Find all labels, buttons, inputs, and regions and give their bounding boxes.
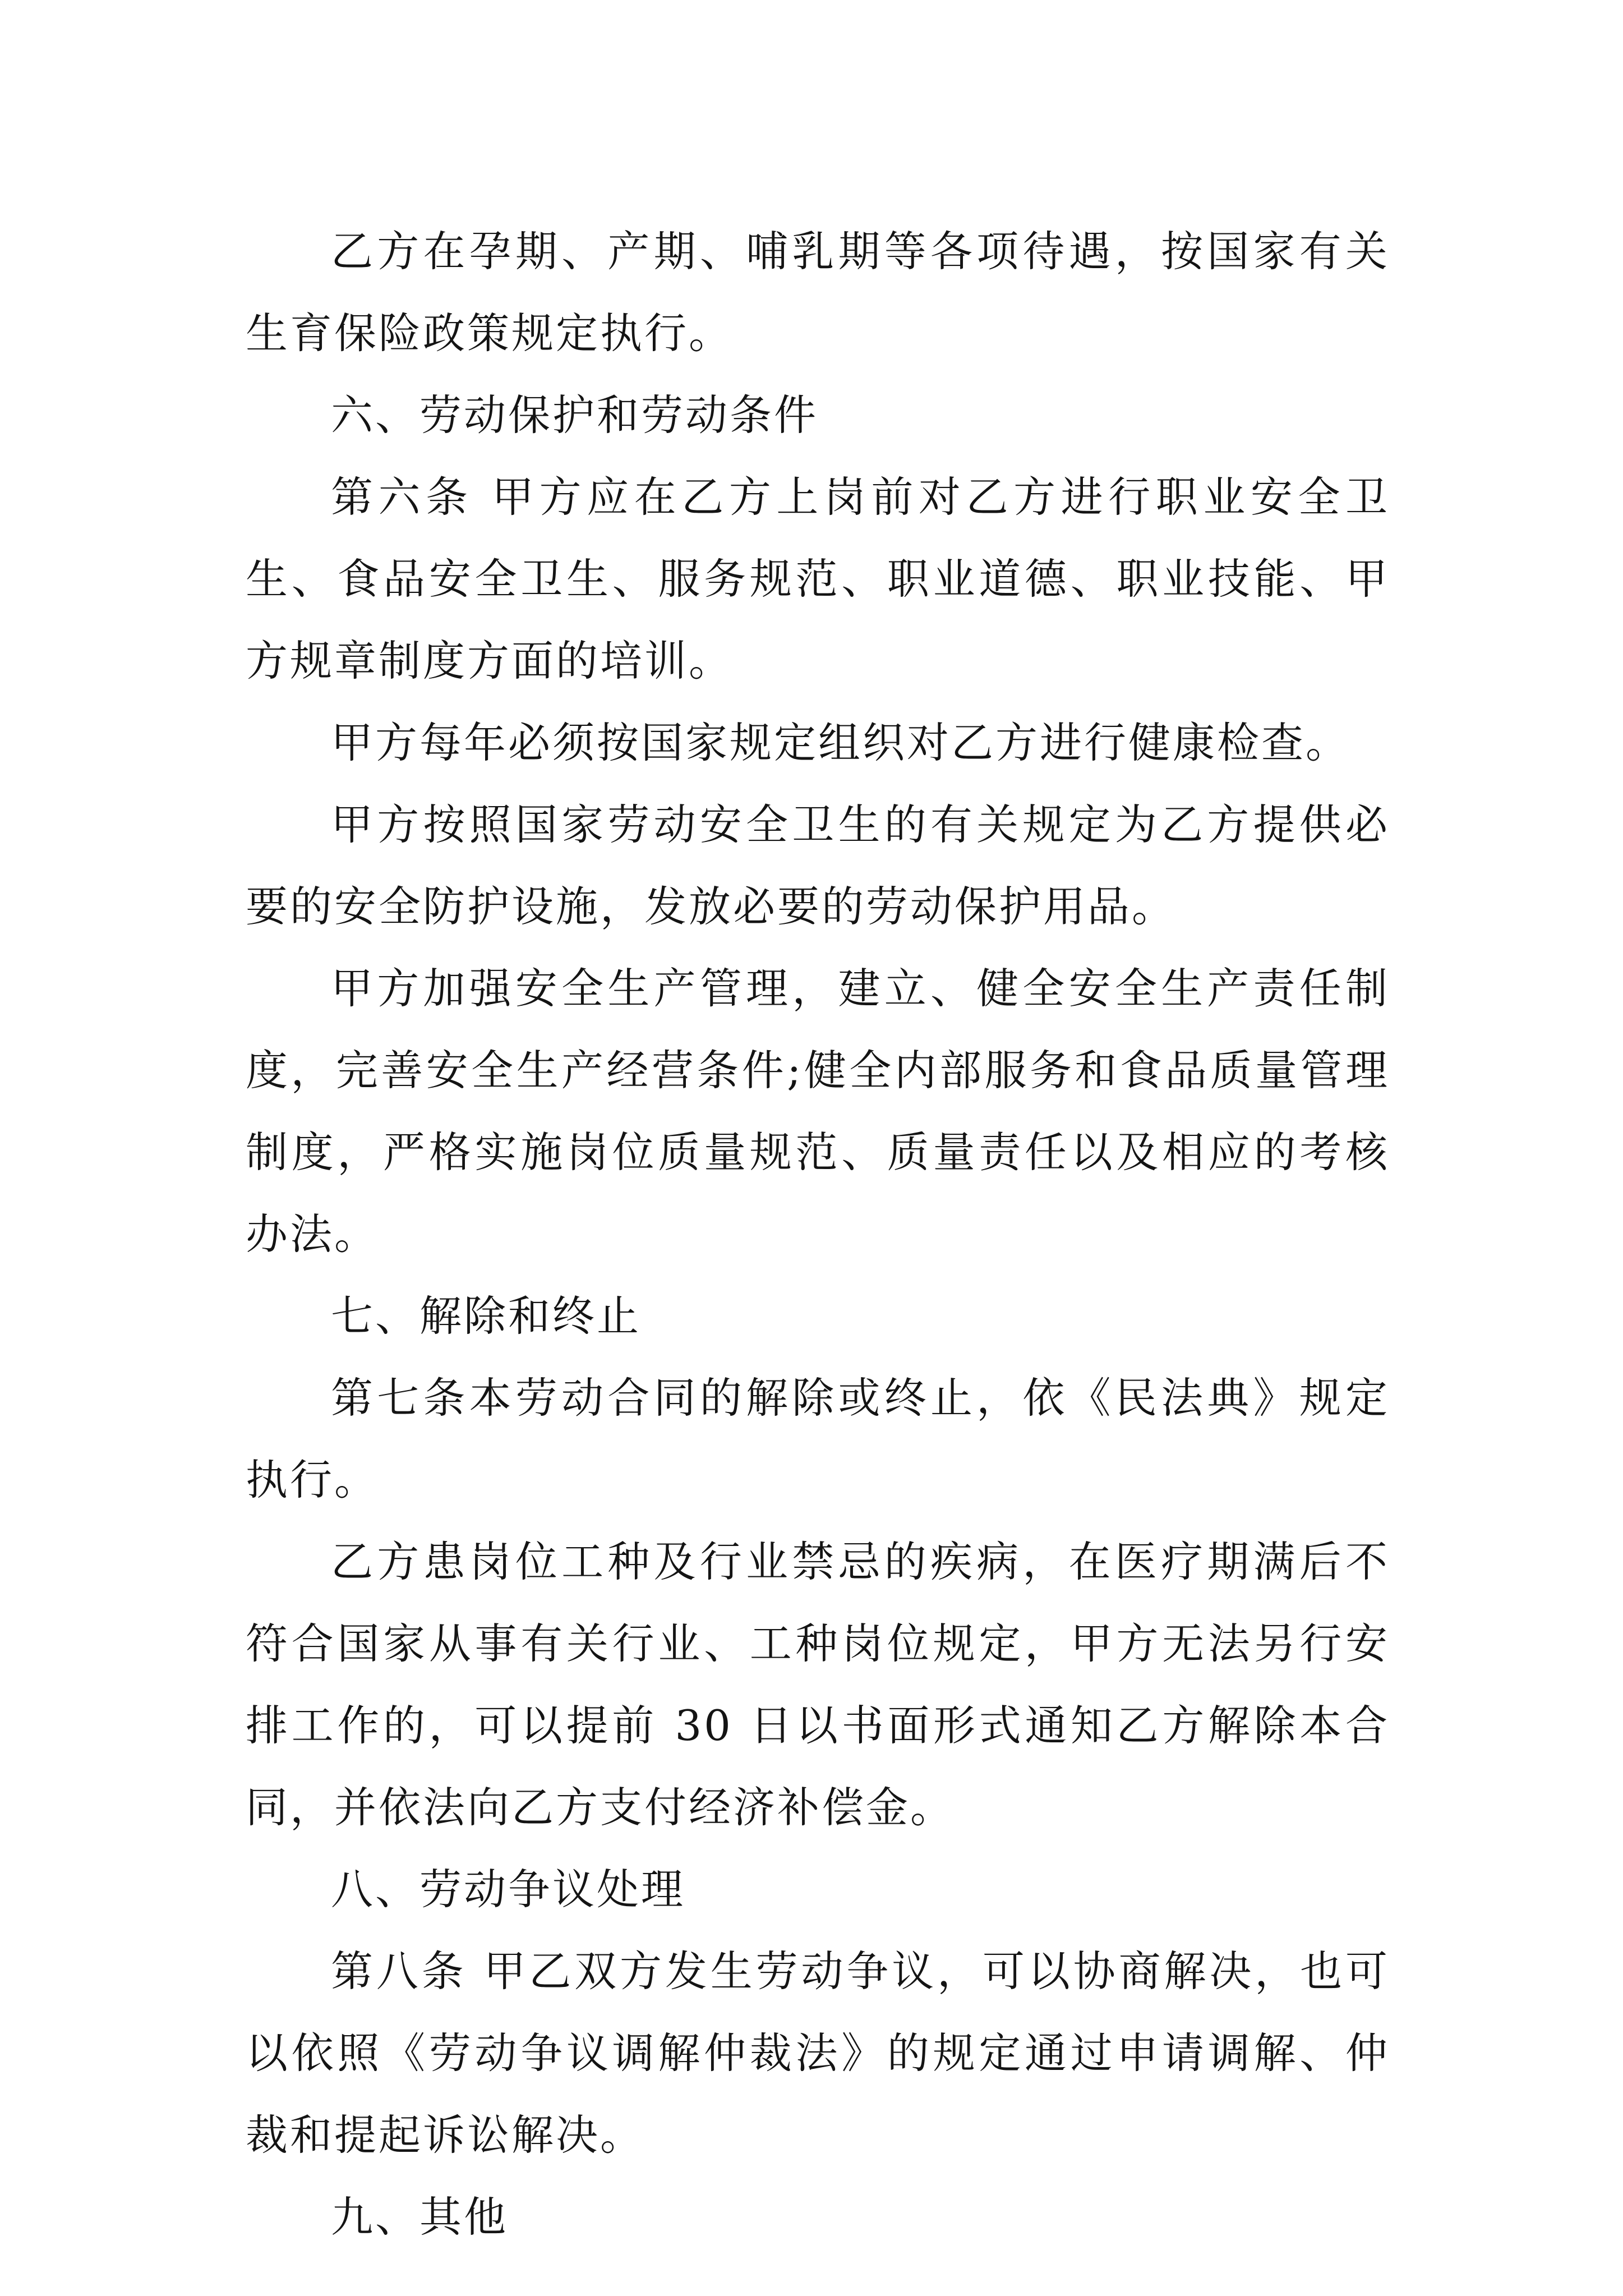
paragraph-article-8-dispute: 第八条 甲乙双方发生劳动争议，可以协商解决，也可以依照《劳动争议调解仲裁法》的规定通过申请调解、仲裁和提起诉讼解决。 <box>246 1947 1390 2160</box>
paragraph-health-check: 甲方每年必须按国家规定组织对乙方进行健康检查。 <box>331 718 1350 767</box>
section-heading-other: 九、其他 <box>331 2192 509 2242</box>
section-heading-labor-protection: 六、劳动保护和劳动条件 <box>331 390 819 440</box>
paragraph-maternity-benefits: 乙方在孕期、产期、哺乳期等各项待遇，按国家有关生育保险政策规定执行。 <box>246 227 1390 358</box>
paragraph-safety-management: 甲方加强安全生产管理，建立、健全安全生产责任制度，完善安全生产经营条件;健全内部服务和食品质量管理制度，严格实施岗位质量规范、质量责任以及相应的考核办法。 <box>246 964 1390 1259</box>
paragraph-article-7-termination: 第七条本劳动合同的解除或终止，依《民法典》规定执行。 <box>246 1373 1390 1504</box>
section-heading-dispute: 八、劳动争议处理 <box>331 1865 686 1914</box>
paragraph-safety-equipment: 甲方按照国家劳动安全卫生的有关规定为乙方提供必要的安全防护设施，发放必要的劳动保护用品。 <box>246 800 1390 931</box>
section-heading-termination: 七、解除和终止 <box>331 1291 642 1341</box>
document-body <box>246 210 1390 2258</box>
paragraph-article-6-training: 第六条 甲方应在乙方上岗前对乙方进行职业安全卫生、食品安全卫生、服务规范、职业道德、职业技能、甲方规章制度方面的培训。 <box>246 472 1390 685</box>
paragraph-illness-termination: 乙方患岗位工种及行业禁忌的疾病，在医疗期满后不符合国家从事有关行业、工种岗位规定，甲方无法另行安排工作的，可以提前 30 日以书面形式通知乙方解除本合同，并依法向乙方支付经济补偿金。 <box>246 1537 1390 1832</box>
